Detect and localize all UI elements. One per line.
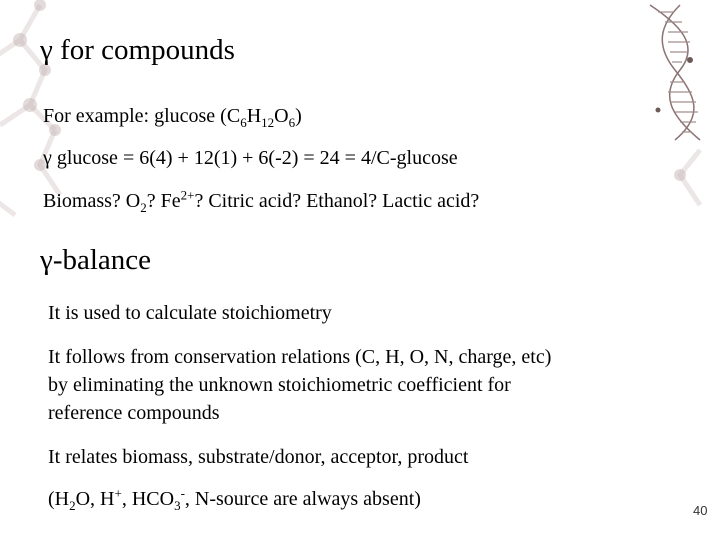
point-absent-species: ($H_2O$, H+, $HCO_3^-$, N-source are always absent) [48, 485, 421, 513]
biomass-questions: Biomass? $O_2$? $Fe^{2+}$? Citric acid? Ethanol? Lactic acid? [43, 187, 480, 215]
dna-helix-icon [630, 0, 720, 145]
point-relates-biomass: It relates biomass, substrate/donor, acceptor, product [48, 446, 469, 468]
point-stoichiometry: It is used to calculate stoichiometry [48, 302, 332, 324]
title-text: -balance [52, 244, 152, 276]
title-text: for compounds [52, 34, 235, 66]
page-number: 40 [693, 503, 708, 518]
gamma-symbol: γ [40, 244, 53, 276]
section-title-gamma-balance [40, 244, 151, 277]
example-glucose-formula: For example: glucose $(C_6H_{12}O_6)$ [43, 105, 302, 130]
point-conservation-relations: It follows from conservation relations (C, H, O, N, charge, etc) by eliminating the unknown stoichiometric coefficient for reference compounds [48, 346, 552, 424]
gamma-symbol: γ [40, 34, 53, 66]
gamma-glucose-calculation: γ glucose = 6(4) + 12(1) + 6(-2) = 24 = 4/C-glucose [43, 147, 458, 169]
section-title-gamma-compounds [40, 34, 235, 67]
